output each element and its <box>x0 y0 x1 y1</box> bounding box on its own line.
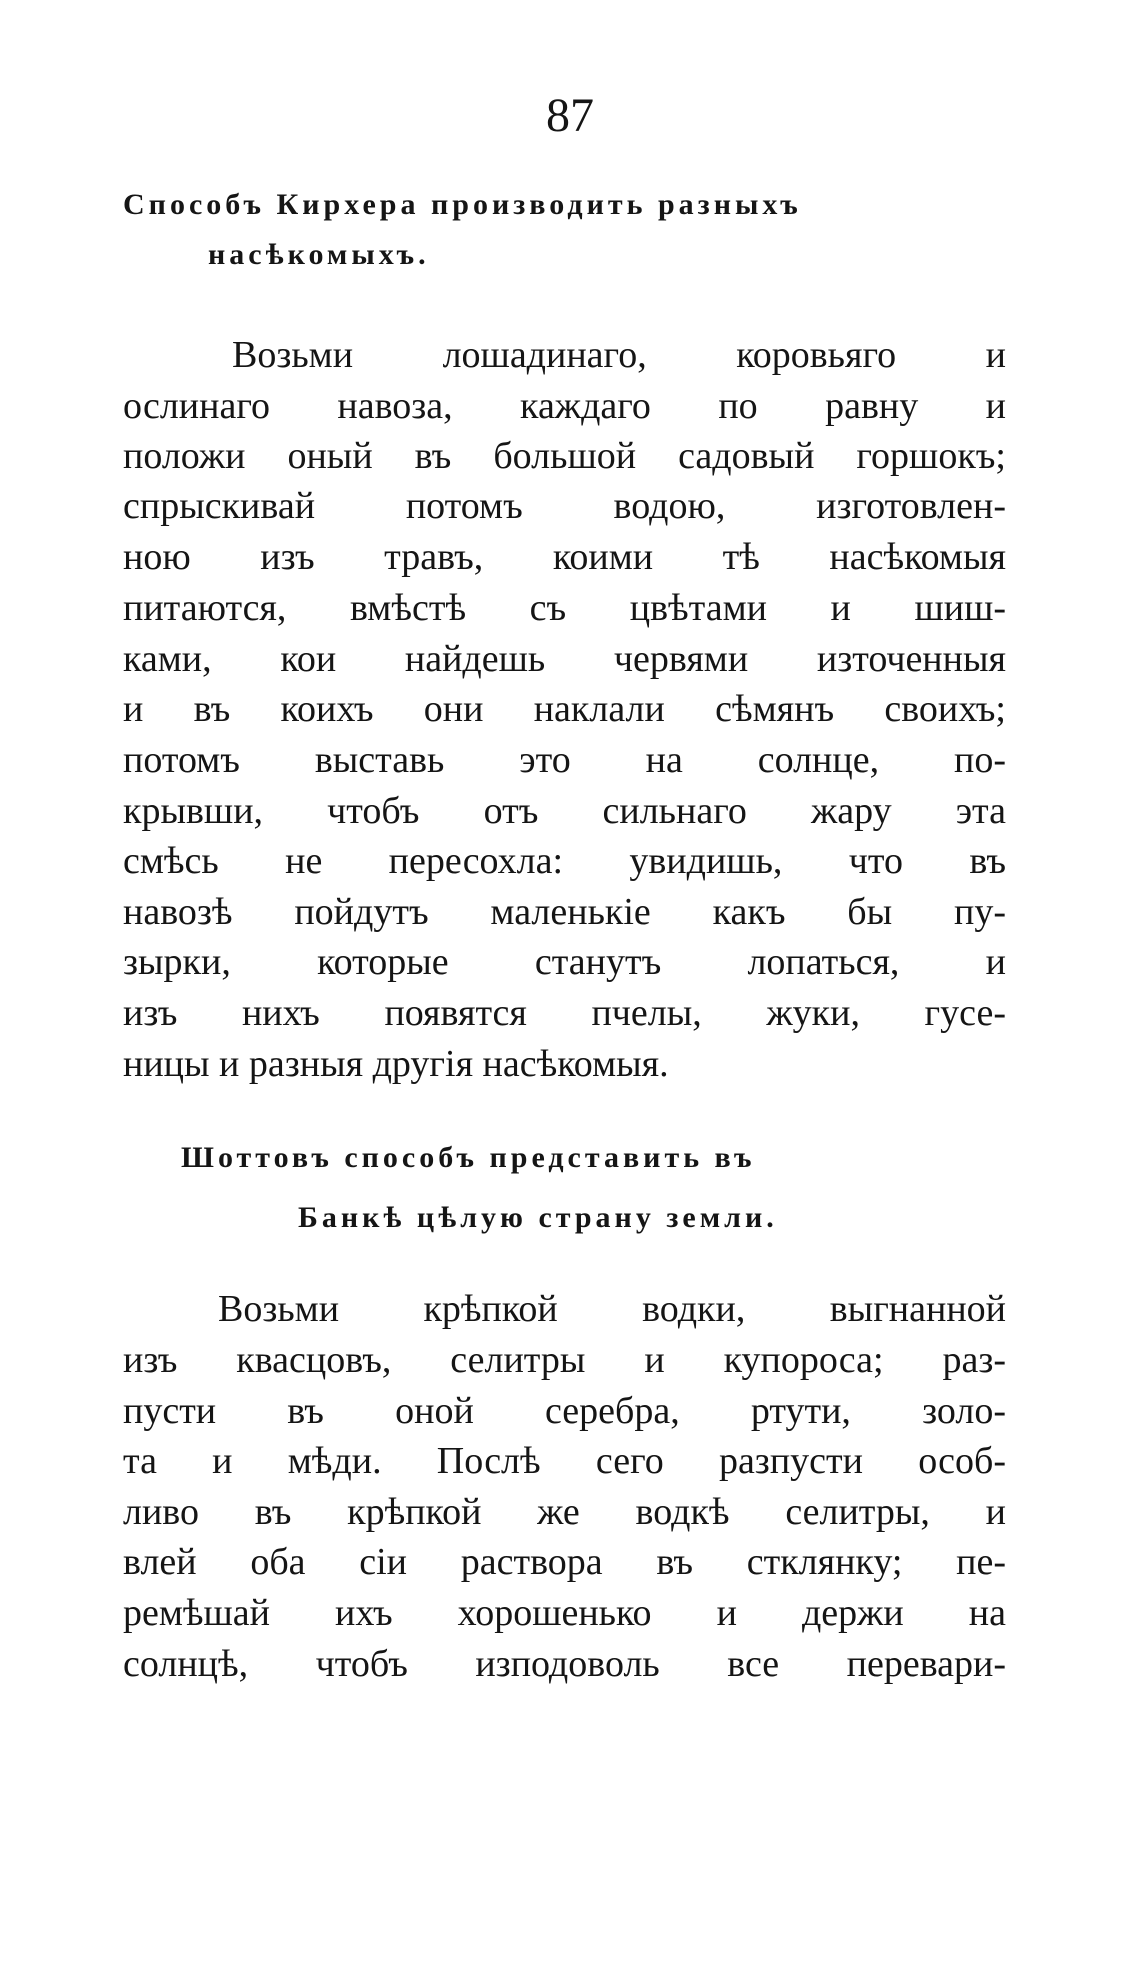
section-2-heading-line-1: Шоттовъ способъ представить въ <box>181 1141 756 1174</box>
body-line: питаются, вмѣстѣ съ цвѣтами и шиш- <box>123 587 1006 629</box>
body-line: ливо въ крѣпкой же водкѣ селитры, и <box>123 1491 1006 1533</box>
body-line: крывши, чтобъ отъ сильнаго жару эта <box>123 790 1006 832</box>
body-line: потомъ выставь это на солнце, по- <box>123 739 1006 781</box>
body-line: навозѣ пойдутъ маленькіе какъ бы пу- <box>123 891 1006 933</box>
body-line: пусти въ оной серебра, ртути, золо- <box>123 1390 1006 1432</box>
section-1-heading-line-1: Способъ Кирхера производить разныхъ <box>123 188 802 221</box>
body-line: влей оба сіи раствора въ стклянку; пе- <box>123 1541 1006 1583</box>
body-line: солнцѣ, чтобъ изподоволь все перевари- <box>123 1643 1006 1685</box>
body-line: Возьми крѣпкой водки, выгнанной <box>218 1288 1006 1330</box>
page-number: 87 <box>546 89 594 142</box>
section-1-heading-line-2: насѣкомыхъ. <box>208 238 430 271</box>
body-line: ремѣшай ихъ хорошенько и держи на <box>123 1592 1006 1634</box>
body-line: зырки, которые станутъ лопаться, и <box>123 941 1006 983</box>
body-line: ослинаго навоза, каждаго по равну и <box>123 385 1006 427</box>
body-line: та и мѣди. Послѣ сего разпусти особ- <box>123 1440 1006 1482</box>
body-line: спрыскивай потомъ водою, изготовлен- <box>123 485 1006 527</box>
body-line: смѣсь не пересохла: увидишь, что въ <box>123 840 1006 882</box>
body-line: ницы и разныя другія насѣкомыя. <box>123 1043 669 1085</box>
body-line: ною изъ травъ, коими тѣ насѣкомыя <box>123 536 1006 578</box>
body-line: и въ коихъ они наклали сѣмянъ своихъ; <box>123 688 1006 730</box>
body-line: изъ нихъ появятся пчелы, жуки, гусе- <box>123 992 1006 1034</box>
body-line: изъ квасцовъ, селитры и купороса; раз- <box>123 1339 1006 1381</box>
body-line: Возьми лошадинаго, коровьяго и <box>232 334 1006 376</box>
section-2-heading-line-2: Банкѣ цѣлую страну земли. <box>298 1201 778 1234</box>
body-line: ками, кои найдешь червями източенныя <box>123 638 1006 680</box>
body-line: положи оный въ большой садовый горшокъ; <box>123 435 1006 477</box>
